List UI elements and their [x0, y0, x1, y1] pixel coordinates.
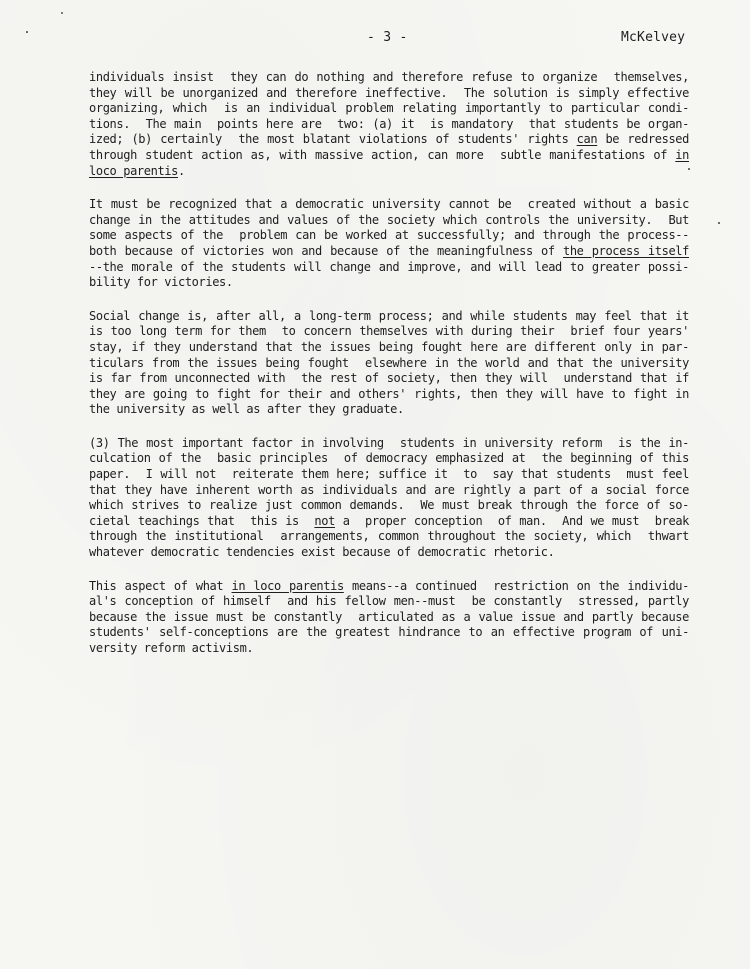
text-segment: students' self-conceptions are the greatest hindrance to an effective program of uni- — [89, 625, 689, 640]
text-segment: --the morale of the students will change and improve, and will lead to greater possi- — [89, 259, 689, 274]
text-segment: stay, if they understand that the issues being fought here are different only in par- — [89, 339, 689, 354]
text-segment: be redressed — [597, 132, 689, 147]
text-line — [89, 213, 689, 229]
text-segment: It must be recognized that a democratic university cannot be created without a basic — [89, 197, 689, 212]
scan-speck — [718, 222, 720, 224]
text-segment: they will be unorganized and therefore ineffective. The solution is simply effective — [89, 85, 689, 100]
text-line — [89, 275, 689, 291]
text-line — [89, 117, 689, 133]
author-running-header: McKelvey — [621, 30, 686, 45]
text-line — [89, 529, 689, 545]
text-line — [89, 86, 689, 102]
text-line — [89, 467, 689, 483]
text-line — [89, 244, 689, 260]
text-segment: whatever democratic tendencies exist because of democratic rhetoric. — [89, 545, 555, 560]
text-line — [89, 324, 689, 340]
text-line — [89, 625, 689, 641]
text-segment: is too long term for them to concern themselves with during their brief four years' — [89, 324, 689, 339]
text-line — [89, 483, 689, 499]
underlined-text: in — [675, 147, 689, 162]
text-segment: the university as well as after they graduate. — [89, 402, 404, 417]
text-segment: is far from unconnected with the rest of society, then they will understand that if — [89, 371, 689, 386]
text-segment: they are going to fight for their and others' rights, then they will have to fight in — [89, 386, 689, 401]
text-line — [89, 579, 689, 595]
text-line — [89, 101, 689, 117]
text-line — [89, 545, 689, 561]
text-segment: ized; (b) certainly the most blatant violations of students' rights — [89, 132, 577, 147]
text-segment: tions. The main points here are two: (a) it is mandatory that students be organ- — [89, 116, 689, 131]
text-line — [89, 309, 689, 325]
text-segment: (3) The most important factor in involving students in university reform is the in- — [89, 435, 689, 450]
paragraph — [89, 309, 689, 418]
underlined-text: in loco parentis — [231, 578, 344, 593]
text-segment: paper. I will not reiterate them here; suffice it to say that students must feel — [89, 467, 689, 482]
text-segment: . — [177, 163, 185, 178]
text-segment: that they have inherent worth as individuals and are rightly a part of a social force — [89, 482, 689, 497]
underlined-text: not — [314, 513, 335, 528]
underlined-text: can — [576, 132, 598, 147]
text-segment: This aspect of what — [89, 578, 232, 593]
page-number: - 3 - — [367, 30, 408, 45]
text-line — [89, 402, 689, 418]
text-line — [89, 260, 689, 276]
paragraph — [89, 197, 689, 291]
text-segment: ticulars from the issues being fought elsewhere in the world and that the university — [89, 355, 689, 370]
text-segment: some aspects of the problem can be worked at successfully; and through the process-- — [89, 228, 689, 243]
scan-speck — [688, 168, 690, 170]
text-line — [89, 197, 689, 213]
text-line — [89, 641, 689, 657]
text-line — [89, 594, 689, 610]
paragraph — [89, 436, 689, 561]
text-line — [89, 451, 689, 467]
scan-speck — [61, 12, 63, 14]
text-line — [89, 340, 689, 356]
text-segment: versity reform activism. — [89, 641, 254, 655]
text-line — [89, 371, 689, 387]
text-segment: through student action as, with massive action, can more subtle manifestations of — [89, 147, 676, 162]
text-segment: culcation of the basic principles of democracy emphasized at the beginning of this — [89, 451, 689, 466]
underlined-text: loco parentis — [89, 163, 178, 178]
text-segment: a proper conception of man. And we must break — [334, 513, 690, 528]
text-segment: through the institutional arrangements, common throughout the society, which thwart — [89, 529, 689, 544]
text-line — [89, 610, 689, 626]
body-text — [89, 70, 689, 675]
text-line — [89, 164, 689, 180]
text-line — [89, 498, 689, 514]
text-segment: bility for victories. — [89, 275, 233, 290]
text-segment: change in the attitudes and values of the society which controls the university. But — [89, 212, 689, 227]
text-segment: organizing, which is an individual problem relating importantly to particular condi- — [89, 101, 689, 116]
text-segment: which strives to realize just common demands. We must break through the force of so- — [89, 498, 689, 513]
text-segment: al's conception of himself and his fellow men--must be constantly stressed, partly — [89, 594, 689, 609]
scan-speck — [26, 31, 28, 33]
text-segment: means--a continued restriction on the individu- — [343, 578, 689, 593]
text-line — [89, 387, 689, 403]
text-line — [89, 148, 689, 164]
text-line — [89, 70, 689, 86]
underlined-text: the process itself — [562, 243, 689, 258]
paragraph — [89, 579, 689, 657]
text-line — [89, 514, 689, 530]
text-line — [89, 132, 689, 148]
text-line — [89, 436, 689, 452]
paragraph — [89, 70, 689, 179]
text-segment: both because of victories won and because of the meaningfulness of — [89, 243, 563, 258]
text-line — [89, 356, 689, 372]
text-segment: because the issue must be constantly articulated as a value issue and partly because — [89, 609, 689, 624]
text-line — [89, 228, 689, 244]
text-segment: individuals insist they can do nothing and therefore refuse to organize themselves, — [89, 70, 689, 84]
text-segment: cietal teachings that this is — [89, 513, 315, 528]
text-segment: Social change is, after all, a long-term process; and while students may feel that it — [89, 308, 689, 323]
